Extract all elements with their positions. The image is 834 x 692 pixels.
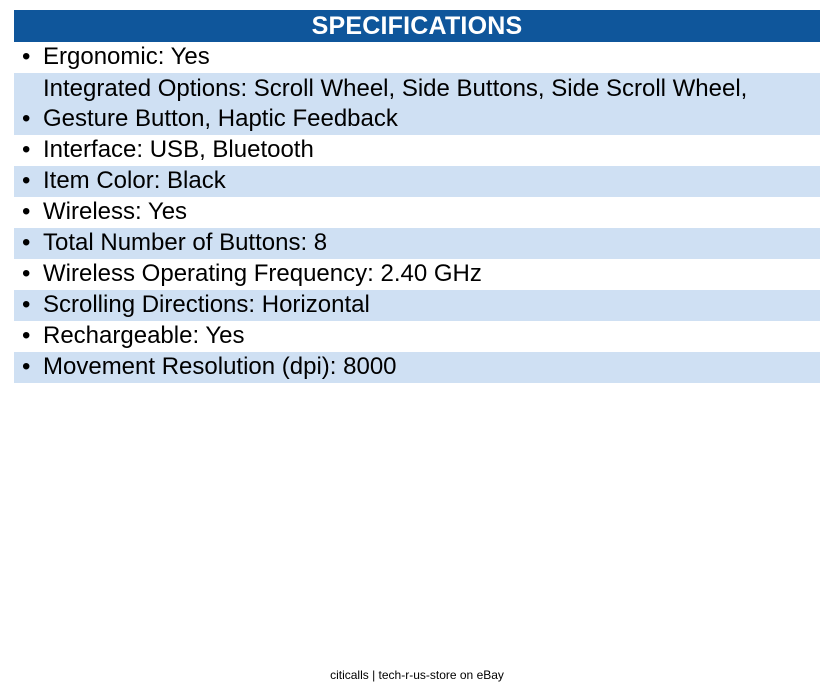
list-item (14, 259, 820, 290)
spec-text: Ergonomic: Yes (43, 43, 210, 70)
list-item (14, 290, 820, 321)
spec-text: Item Color: Black (43, 167, 226, 194)
spec-text: Wireless Operating Frequency: 2.40 GHz (43, 260, 482, 287)
list-item (14, 42, 820, 73)
spec-text: Integrated Options: Scroll Wheel, Side Buttons, Side Scroll Wheel, Gesture Button, Haptic Feedback (43, 75, 748, 132)
bullet-icon: • (22, 322, 31, 349)
list-item (14, 135, 820, 166)
footer-credit: citicalls | tech-r-us-store on eBay (330, 668, 504, 682)
list-item (14, 352, 820, 383)
spec-text: Movement Resolution (dpi): 8000 (43, 353, 397, 380)
bullet-icon: • (22, 198, 31, 225)
bullet-icon: • (22, 105, 31, 132)
bullet-icon: • (22, 136, 31, 163)
spec-text: Interface: USB, Bluetooth (43, 136, 314, 163)
spec-list (14, 42, 820, 383)
bullet-icon: • (22, 260, 31, 287)
page-title: SPECIFICATIONS (14, 10, 820, 42)
spec-text: Total Number of Buttons: 8 (43, 229, 328, 256)
bullet-icon: • (22, 167, 31, 194)
list-item (14, 228, 820, 259)
bullet-icon: • (22, 43, 31, 70)
bullet-icon: • (22, 353, 31, 380)
bullet-icon: • (22, 291, 31, 318)
list-item (14, 73, 820, 135)
list-item (14, 321, 820, 352)
bullet-icon: • (22, 229, 31, 256)
spec-text: Rechargeable: Yes (43, 322, 245, 349)
list-item (14, 166, 820, 197)
spec-text: Wireless: Yes (43, 198, 188, 225)
spec-text: Scrolling Directions: Horizontal (43, 291, 370, 318)
list-item (14, 197, 820, 228)
